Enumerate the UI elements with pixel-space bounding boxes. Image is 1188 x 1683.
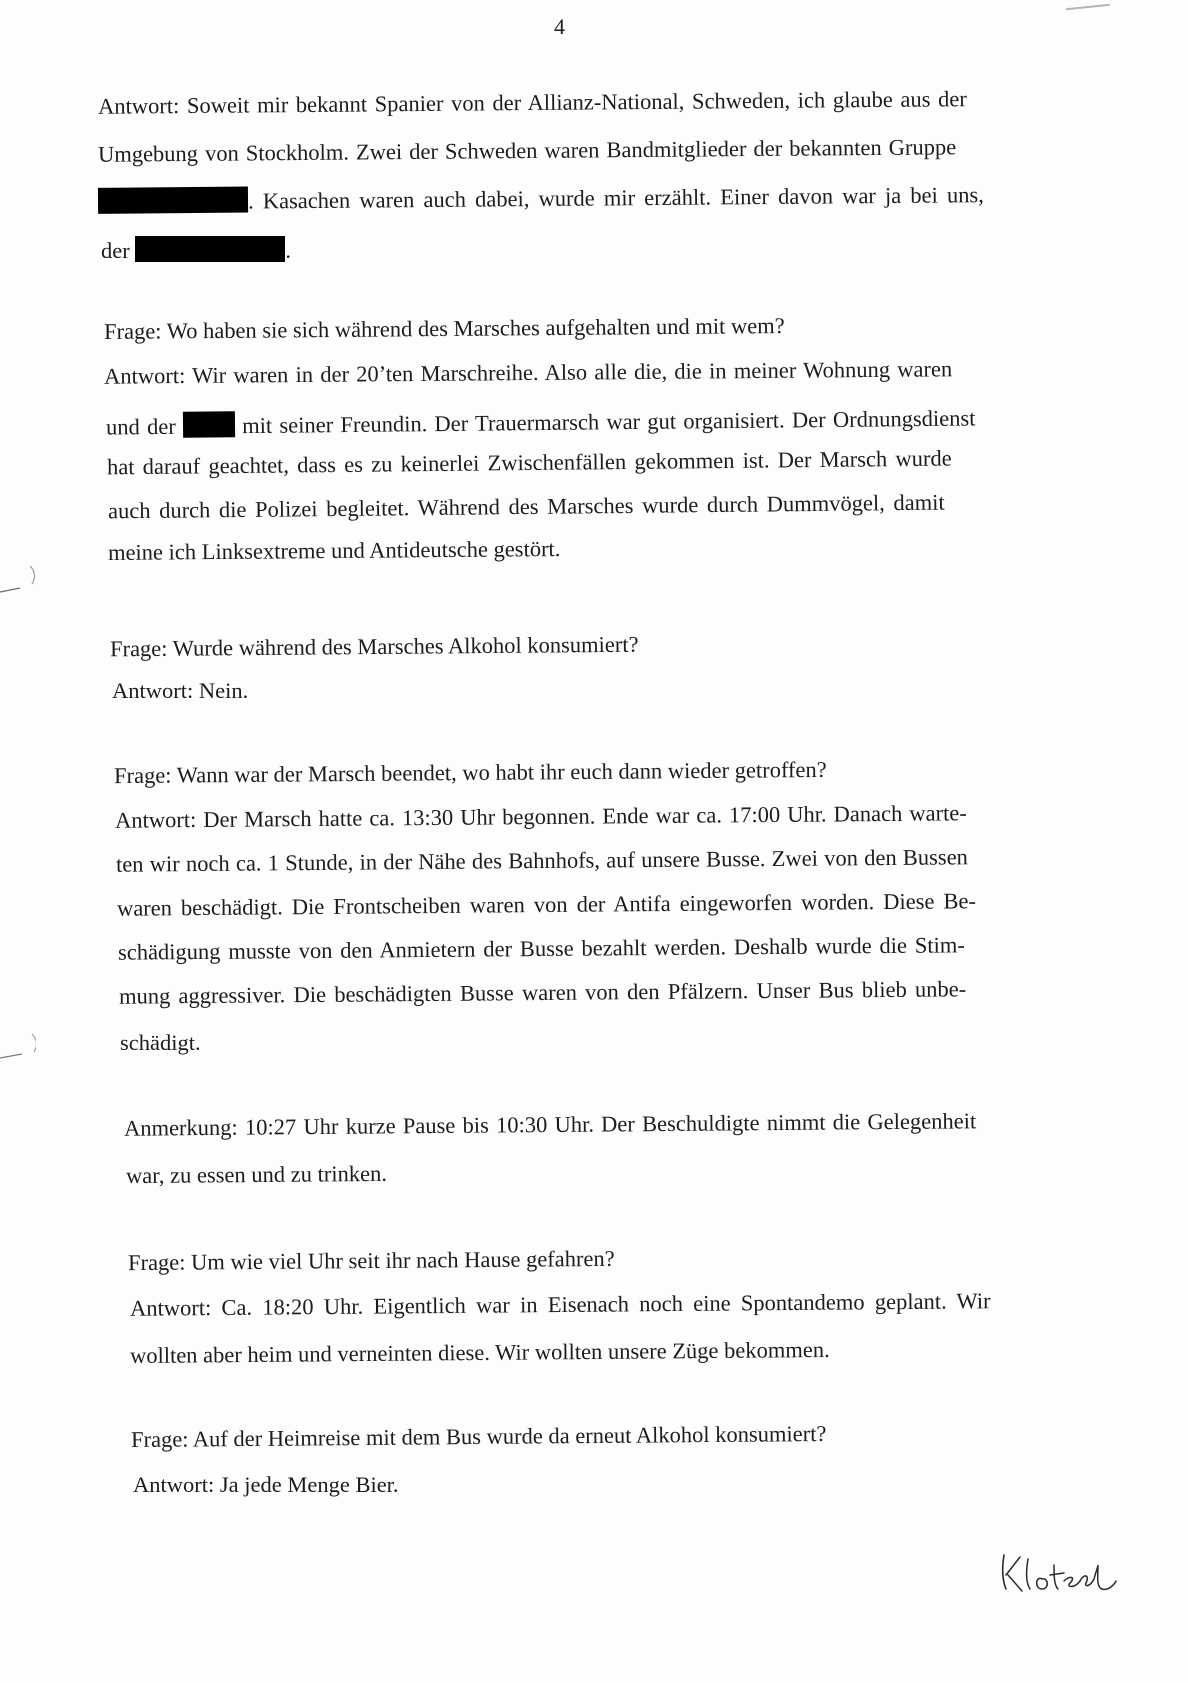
- question-line: Frage: Wurde während des Marsches Alkohol konsumiert?: [109, 631, 639, 662]
- redaction-box: [98, 187, 248, 214]
- answer-line: Antwort: Ja jede Menge Bier.: [133, 1472, 399, 1497]
- margin-mark: [0, 1030, 36, 1070]
- text-line: Antwort: Der Marsch hatte ca. 13:30 Uhr begonnen. Ende war ca. 17:00 Uhr. Danach warte-: [114, 800, 967, 833]
- text-line: schädigung musste von den Anmietern der Busse bezahlt werden. Deshalb wurde die Stim-: [117, 932, 965, 965]
- redaction-box: [183, 411, 235, 438]
- text-line: auch durch die Polizei begleitet. Während des Marsches wurde durch Dummvögel, damit: [107, 489, 945, 524]
- text-span: und der: [105, 413, 176, 440]
- margin-mark: [0, 560, 36, 600]
- text-line: ten wir noch ca. 1 Stunde, in der Nähe des Bahnhofs, auf unsere Busse. Zwei von den Bussen: [115, 844, 968, 877]
- text-line: mung aggressiver. Die beschädigten Busse waren von den Pfälzern. Unser Bus blieb unbe-: [118, 976, 967, 1009]
- text-line: Umgebung von Stockholm. Zwei der Schweden waren Bandmitglieder der bekannten Gruppe: [97, 134, 957, 167]
- text-line-with-redaction: [106, 403, 976, 439]
- text-span: . Kasachen waren auch dabei, wurde mir erzählt. Einer davon war ja bei uns,: [247, 182, 984, 214]
- answer-line: Antwort: Nein.: [112, 678, 249, 703]
- redaction-box: [135, 236, 285, 262]
- text-line: schädigt.: [120, 1030, 201, 1055]
- handwritten-signature: [998, 1545, 1118, 1605]
- question-line: Frage: Um wie viel Uhr seit ihr nach Hause gefahren?: [127, 1245, 615, 1276]
- question-line: Frage: Wo haben sie sich während des Marsches aufgehalten und mit wem?: [103, 313, 785, 344]
- question-line: Frage: Wann war der Marsch beendet, wo habt ihr euch dann wieder getroffen?: [113, 756, 827, 789]
- note-line: war, zu essen und zu trinken.: [125, 1160, 388, 1189]
- note-line: Anmerkung: 10:27 Uhr kurze Pause bis 10:30 Uhr. Der Beschuldigte nimmt die Gelegenheit: [123, 1108, 977, 1141]
- text-line: wollten aber heim und verneinten diese. Wir wollten unsere Züge bekommen.: [129, 1336, 830, 1369]
- question-line: Frage: Auf der Heimreise mit dem Bus wurde da erneut Alkohol konsumiert?: [130, 1420, 827, 1453]
- text-line: meine ich Linksextreme und Antideutsche gestört.: [107, 536, 561, 565]
- text-line: waren beschädigt. Die Frontscheiben waren von der Antifa eingeworfen worden. Diese Be-: [116, 888, 977, 921]
- text-span: mit seiner Freundin. Der Trauermarsch war gut organisiert. Der Ordnungsdienst: [242, 405, 976, 439]
- text-line: Antwort: Wir waren in der 20’ten Marschreihe. Also alle die, die in meiner Wohnung waren: [103, 356, 953, 389]
- page-number: 4: [554, 14, 565, 39]
- text-line: hat darauf geachtet, dass es zu keinerlei Zwischenfällen gekommen ist. Der Marsch wurde: [106, 445, 952, 480]
- text-span: der: [101, 238, 130, 263]
- text-line-with-redaction: [98, 180, 984, 214]
- text-line-with-redaction: [101, 236, 291, 263]
- text-line: Antwort: Ca. 18:20 Uhr. Eigentlich war in Eisenach noch eine Spontandemo geplant. Wir: [129, 1288, 991, 1321]
- text-span: .: [285, 238, 291, 263]
- scan-mark: [1066, 4, 1110, 11]
- text-line: Antwort: Soweit mir bekannt Spanier von der Allianz-National, Schweden, ich glaube aus der: [97, 86, 967, 119]
